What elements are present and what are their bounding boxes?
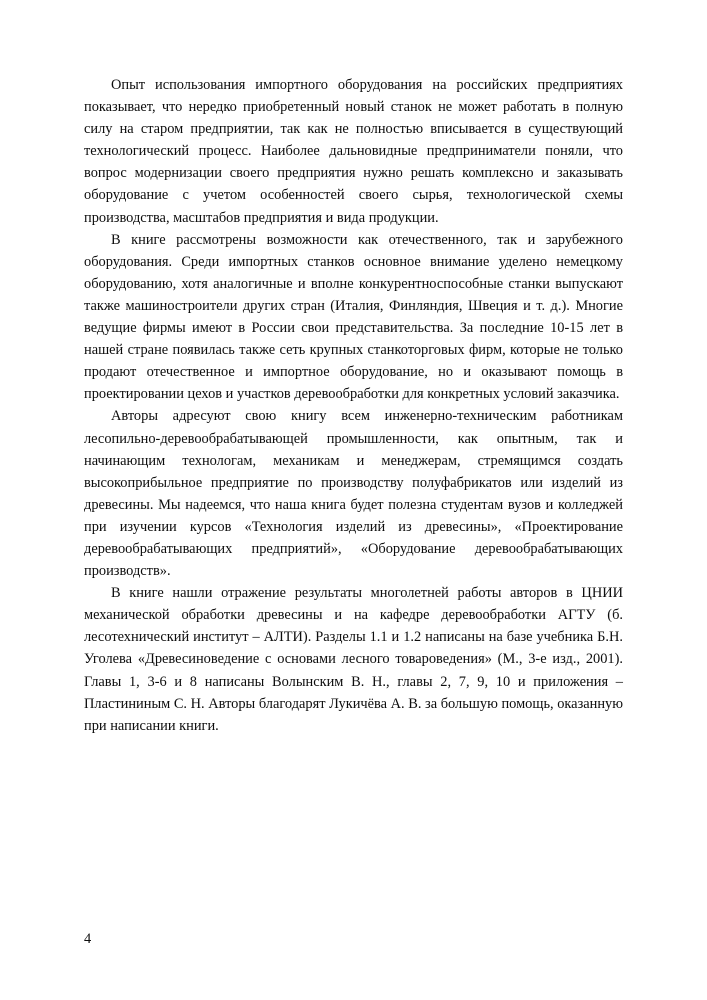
paragraph: В книге рассмотрены возможности как отечественного, так и зарубежного оборудования. Среди импортных станков основное внимание уделено немецкому оборудованию, хотя аналогичные и вполне конкурентноспособные станки выпускают также машиностроители других стран (Италия, Финляндия, Швеция и т. д.). Многие ведущие фирмы имеют в России свои представительства. За последние 10-15 лет в нашей стране появилась также сеть крупных станкоторговых фирм, которые не только продают отечественное и импортное оборудование, но и оказывают помощь в проектировании цехов и участков деревообработки для конкретных условий заказчика.: [84, 231, 623, 403]
paragraph: В книге нашли отражение результаты многолетней работы авторов в ЦНИИ механической обработки древесины и на кафедре деревообработки АГТУ (б. лесотехнический институт – АЛТИ). Разделы 1.1 и 1.2 написаны на базе учебника Б.Н. Уголева «Древесиноведение с основами лесного товароведения» (М., 3-е изд., 2001). Главы 1, 3-6 и 8 написаны Волынским В. Н., главы 2, 7, 9, 10 и приложения – Пластининым С. Н. Авторы благодарят Лукичёва А. В. за большую помощь, оказанную при написании книги.: [84, 585, 623, 734]
paragraph: Опыт использования импортного оборудования на российских предприятиях показывает, что нередко приобретенный новый станок не может работать в полную силу на старом предприятии, так как не полностью вписывается в существующий технологический процесс. Наиболее дальновидные предприниматели поняли, что вопрос модернизации своего предприятия нужно решать комплексно и заказывать оборудование с учетом особенностей своего сырья, технологической схемы производства, масштабов предприятия и вида продукции.: [84, 77, 623, 226]
paragraph: Авторы адресуют свою книгу всем инженерно-техническим работникам лесопильно-деревообрабатывающей промышленности, как опытным, так и начинающим технологам, механикам и менеджерам, стремящимся создать высокоприбыльное предприятие по производству полуфабрикатов или изделий из древесины. Мы надеемся, что наша книга будет полезна студентам вузов и колледжей при изучении курсов «Технология изделий из древесины», «Проектирование деревообрабатывающих предприятий», «Оборудование деревообрабатывающих производств».: [84, 408, 623, 580]
page-body: [84, 74, 623, 737]
page-number: 4: [84, 930, 92, 947]
